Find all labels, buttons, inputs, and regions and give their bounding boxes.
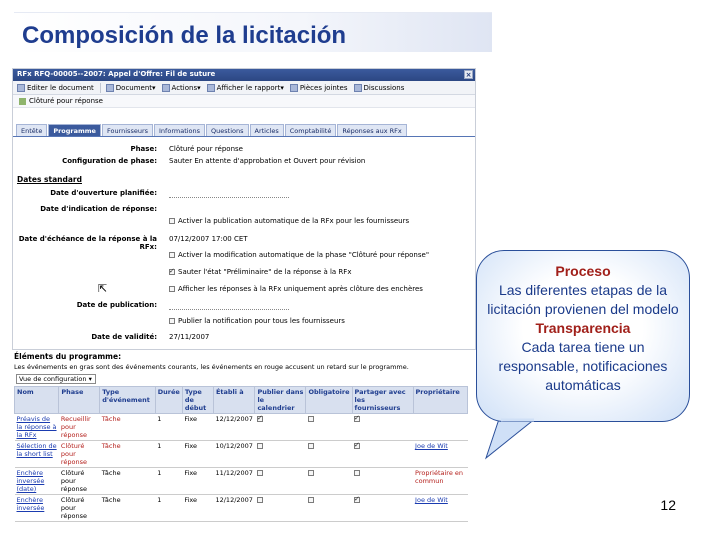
view-select[interactable]: Vue de configuration ▾ (16, 374, 96, 384)
attachments-button[interactable]: Pièces jointes (290, 84, 348, 92)
mandatory-checkbox[interactable] (308, 443, 314, 449)
table-row: Préavis de la réponse à la RFx Recueillir pour réponse Tâche 1 Fixe 12/12/2007 ✓ ✓ (15, 414, 468, 441)
share-checkbox[interactable] (354, 470, 360, 476)
opening-label: Date d'ouverture planifiée: (50, 189, 157, 197)
status-icon (19, 98, 26, 105)
mandatory-checkbox[interactable] (308, 416, 314, 422)
tab-articles[interactable]: Articles (250, 124, 284, 136)
program-table (14, 386, 468, 522)
col-type-debut[interactable]: Type de début (182, 387, 213, 414)
col-publier[interactable]: Publier dans le calendrier (255, 387, 306, 414)
validity-label: Date de validité: (91, 333, 157, 341)
skip-preliminary-checkbox[interactable] (169, 269, 175, 275)
tab-programme[interactable]: Programme (48, 124, 101, 136)
share-checkbox[interactable] (354, 443, 360, 449)
discussions-button[interactable]: Discussions (354, 84, 405, 92)
edit-icon (17, 84, 25, 92)
report-menu[interactable]: Afficher le rapport ▾ (207, 84, 284, 92)
table-row: Enchère inversée (date) Clôturé pour réponse Tâche 1 Fixe 11/12/2007 Propriétaire en commun (15, 468, 468, 495)
program-section (12, 350, 472, 526)
col-partager[interactable]: Partager avec les fournisseurs (352, 387, 413, 414)
callout-text (482, 262, 684, 395)
document-icon (106, 84, 114, 92)
callout-text-transparencia: Cada tarea tiene un responsable, notificaciones automáticas (498, 339, 668, 393)
show-after-auction-checkbox[interactable] (169, 286, 175, 292)
page-number: 12 (660, 497, 676, 513)
share-checkbox[interactable] (354, 497, 360, 503)
document-menu[interactable]: Document ▾ (106, 84, 156, 92)
tab-bar (13, 124, 475, 137)
table-row: Sélection de la short list Clôturé pour réponse Tâche 1 Fixe 10/12/2007 ✓ Joe de Wit (15, 441, 468, 468)
callout-heading-transparencia: Transparencia (535, 320, 631, 336)
callout-bubble (476, 250, 690, 422)
mandatory-checkbox[interactable] (308, 497, 314, 503)
due-label: Date d'échéance de la réponse à la RFx: (18, 235, 157, 251)
window-titlebar (13, 69, 475, 81)
programme-form: Phase: Clôturé pour réponse Configuration de phase: Sauter En attente d'approbation et Ouvert pour révision Dates standard Date d'ouverture planifiée: Date d'indication de réponse: Activer la publication automatique de la RFx pour les fournisseurs Date d'échéance de la réponse à la RFx: 07/12/2007 17:00 CET Activer la modification automatique de la phase "Clôturé pour réponse" ✓Sauter l'état "Préliminaire" de la réponse à la RFx Afficher les réponses à la RFx uniquement après clôture des enchères Date de publication: Publier la notification pour tous les fournisseurs Date de validité: 27/11/2007 (13, 137, 475, 357)
publish-checkbox[interactable] (257, 443, 263, 449)
publish-checkbox[interactable] (257, 416, 263, 422)
program-title: Éléments du programme: (14, 352, 122, 361)
col-type-evenement[interactable]: Type d'événement (100, 387, 156, 414)
share-checkbox[interactable] (354, 416, 360, 422)
col-obligatoire[interactable]: Obligatoire (306, 387, 352, 414)
tab-informations[interactable]: Informations (154, 124, 205, 136)
toolbar-divider (100, 83, 101, 93)
paperclip-icon (290, 84, 298, 92)
close-icon[interactable]: × (465, 71, 472, 79)
rfx-window (12, 68, 476, 350)
due-value: 07/12/2007 17:00 CET (169, 235, 248, 243)
col-phase[interactable]: Phase (59, 387, 100, 414)
tab-fournisseurs[interactable]: Fournisseurs (102, 124, 153, 136)
publication-field[interactable] (169, 309, 289, 310)
edit-document-button[interactable]: Editer le document (17, 84, 94, 92)
actions-menu[interactable]: Actions ▾ (162, 84, 201, 92)
phase-value: Clôturé pour réponse (169, 145, 243, 153)
report-icon (207, 84, 215, 92)
phase-label: Phase: (130, 145, 157, 153)
dates-section-heading: Dates standard (17, 175, 82, 184)
opening-field[interactable] (169, 197, 289, 198)
slide-title: Composición de la licitación (22, 22, 347, 49)
tab-entete[interactable]: Entête (16, 124, 47, 136)
publish-checkbox[interactable] (257, 497, 263, 503)
actions-icon (162, 84, 170, 92)
tab-comptabilite[interactable]: Comptabilité (285, 124, 337, 136)
window-title: RFx RFQ-00005--2007: Appel d'Offre: Fil de suture (17, 70, 216, 78)
publish-checkbox[interactable] (257, 470, 263, 476)
discussion-icon (354, 84, 362, 92)
mandatory-checkbox[interactable] (308, 470, 314, 476)
auto-phase-checkbox[interactable] (169, 252, 175, 258)
auto-publish-label: Activer la publication automatique de la RFx pour les fournisseurs (178, 217, 410, 225)
tab-reponses[interactable]: Réponses aux RFx (337, 124, 406, 136)
notify-suppliers-checkbox[interactable] (169, 318, 175, 324)
table-header-row (15, 387, 468, 414)
mouse-cursor-icon: ⇱ (98, 282, 108, 295)
config-value: Sauter En attente d'approbation et Ouvert pour révision (169, 157, 366, 165)
tab-questions[interactable]: Questions (206, 124, 248, 136)
slide-title-bar (14, 12, 492, 52)
auto-publish-checkbox[interactable] (169, 218, 175, 224)
callout-text-proceso: Las diferentes etapas de la licitación provienen del modelo (487, 282, 679, 317)
config-label: Configuration de phase: (62, 157, 157, 165)
callout-heading-proceso: Proceso (555, 263, 611, 279)
status-action[interactable]: Clôturé pour réponse (29, 97, 103, 105)
col-proprietaire[interactable]: Propriétaire (413, 387, 467, 414)
toolbar (13, 81, 475, 95)
col-nom[interactable]: Nom (15, 387, 59, 414)
status-toolbar (13, 95, 475, 108)
program-note: Les événements en gras sont des événements courants, les événements en rouge accusent un retard sur le programme. (14, 363, 409, 371)
validity-value: 27/11/2007 (169, 333, 210, 341)
col-duree[interactable]: Durée (155, 387, 182, 414)
indication-label: Date d'indication de réponse: (40, 205, 157, 213)
publication-label: Date de publication: (76, 301, 157, 309)
table-row: Enchère inversée Clôturé pour réponse Tâche 1 Fixe 12/12/2007 ✓ Joe de Wit (15, 495, 468, 522)
col-etabli[interactable]: Établi à (213, 387, 254, 414)
